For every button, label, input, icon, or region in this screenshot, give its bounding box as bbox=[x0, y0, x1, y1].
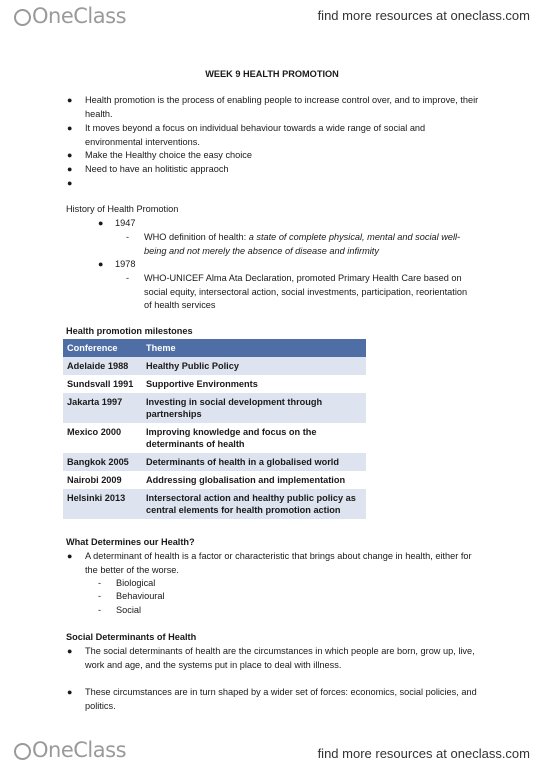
list-item bbox=[67, 149, 485, 163]
list-item bbox=[67, 645, 480, 672]
determinant-text: Biological bbox=[116, 578, 156, 588]
find-resources-link-footer[interactable]: find more resources at oneclass.com bbox=[317, 746, 530, 761]
oneclass-logo[interactable] bbox=[14, 4, 126, 28]
logo-circle-icon bbox=[14, 9, 31, 26]
table-row bbox=[63, 471, 366, 489]
bullet-text: Need to have an holitistic appraoch bbox=[85, 164, 229, 174]
bullet-icon: ● bbox=[67, 150, 73, 160]
bullet-icon: ● bbox=[67, 164, 73, 174]
oneclass-logo-footer[interactable] bbox=[14, 738, 126, 762]
find-resources-link[interactable]: find more resources at oneclass.com bbox=[317, 8, 530, 23]
determinant-text: Behavioural bbox=[116, 591, 165, 601]
conference-cell: Nairobi 2009 bbox=[63, 471, 142, 489]
alma-ata-text: WHO-UNICEF Alma Ata Declaration, promoted Primary Health Care based on social equity, intersectoral action, social investments, participation, reorientation of health services bbox=[144, 273, 468, 310]
conference-cell: Helsinki 2013 bbox=[63, 489, 142, 519]
conference-cell: Bangkok 2005 bbox=[63, 453, 142, 471]
history-heading: History of Health Promotion bbox=[66, 204, 179, 214]
logo-text: OneClass bbox=[32, 4, 127, 28]
conference-cell: Adelaide 1988 bbox=[63, 357, 142, 375]
bullet-icon: ● bbox=[67, 551, 73, 561]
dash-icon: - bbox=[98, 578, 102, 588]
conference-cell: Jakarta 1997 bbox=[63, 393, 142, 423]
year-item bbox=[98, 258, 475, 272]
bullet-icon: ● bbox=[67, 178, 73, 188]
table-row bbox=[63, 375, 366, 393]
bullet-text: A determinant of health is a factor or characteristic that brings about change in health, either for the better of the worse. bbox=[85, 551, 472, 575]
theme-cell: Addressing globalisation and implementation bbox=[142, 471, 366, 489]
column-header: Conference bbox=[63, 339, 142, 357]
bullet-icon: ● bbox=[67, 123, 73, 133]
year-text: 1947 bbox=[115, 218, 136, 228]
determines-heading: What Determines our Health? bbox=[66, 537, 195, 547]
determinant-item bbox=[98, 577, 466, 591]
bullet-icon: ● bbox=[67, 646, 73, 656]
table-row bbox=[63, 393, 366, 423]
history-detail bbox=[126, 231, 469, 258]
bullet-icon: ● bbox=[98, 218, 104, 228]
dash-icon: - bbox=[126, 273, 130, 283]
bullet-text: The social determinants of health are the circumstances in which people are born, grow up, live, work and age, and the systems put in place to deal with illness. bbox=[85, 646, 475, 670]
theme-cell: Investing in social development through partnerships bbox=[142, 393, 366, 423]
conference-cell: Mexico 2000 bbox=[63, 423, 142, 453]
history-detail bbox=[126, 272, 469, 313]
list-item bbox=[67, 686, 480, 713]
determinant-item bbox=[98, 604, 466, 618]
bullet-icon: ● bbox=[67, 687, 73, 697]
conference-cell: Sundsvall 1991 bbox=[63, 375, 142, 393]
logo-circle-icon bbox=[14, 743, 31, 760]
determinant-text: Social bbox=[116, 605, 142, 615]
theme-cell: Intersectoral action and healthy public policy as central elements for health promotion action bbox=[142, 489, 366, 519]
table-row bbox=[63, 489, 366, 519]
table-row bbox=[63, 453, 366, 471]
theme-cell: Supportive Environments bbox=[142, 375, 366, 393]
theme-cell: Determinants of health in a globalised world bbox=[142, 453, 366, 471]
bullet-text: It moves beyond a focus on individual behaviour towards a wide range of social and environmental interventions. bbox=[85, 123, 426, 147]
who-definition-text: a state of complete physical, mental and social well-being and not merely the absence of disease and infirmity bbox=[144, 232, 461, 256]
milestones-table bbox=[63, 339, 366, 519]
bullet-icon: ● bbox=[98, 259, 104, 269]
milestones-heading: Health promotion milestones bbox=[66, 326, 193, 336]
dash-icon: - bbox=[126, 232, 130, 242]
bullet-icon: ● bbox=[67, 95, 73, 105]
list-item bbox=[67, 122, 485, 149]
determinant-item bbox=[98, 590, 466, 604]
bullet-text: Make the Healthy choice the easy choice bbox=[85, 150, 252, 160]
list-item bbox=[67, 94, 485, 121]
table-header-row bbox=[63, 339, 366, 357]
list-item bbox=[67, 163, 485, 177]
bullet-text: These circumstances are in turn shaped by a wider set of forces: economics, social policies, and politics. bbox=[85, 687, 477, 711]
logo-text: OneClass bbox=[32, 738, 127, 762]
year-item bbox=[98, 217, 475, 231]
dash-icon: - bbox=[98, 605, 102, 615]
page-title: WEEK 9 HEALTH PROMOTION bbox=[205, 69, 339, 79]
column-header: Theme bbox=[142, 339, 366, 357]
year-text: 1978 bbox=[115, 259, 136, 269]
table-row bbox=[63, 357, 366, 375]
theme-cell: Improving knowledge and focus on the determinants of health bbox=[142, 423, 366, 453]
bullet-text: Health promotion is the process of enabling people to increase control over, and to improve, their health. bbox=[85, 95, 479, 119]
table-row bbox=[63, 423, 366, 453]
theme-cell: Healthy Public Policy bbox=[142, 357, 366, 375]
dash-icon: - bbox=[98, 591, 102, 601]
social-heading: Social Determinants of Health bbox=[66, 632, 197, 642]
list-item bbox=[67, 550, 480, 577]
who-definition-label: WHO definition of health: bbox=[144, 232, 249, 242]
